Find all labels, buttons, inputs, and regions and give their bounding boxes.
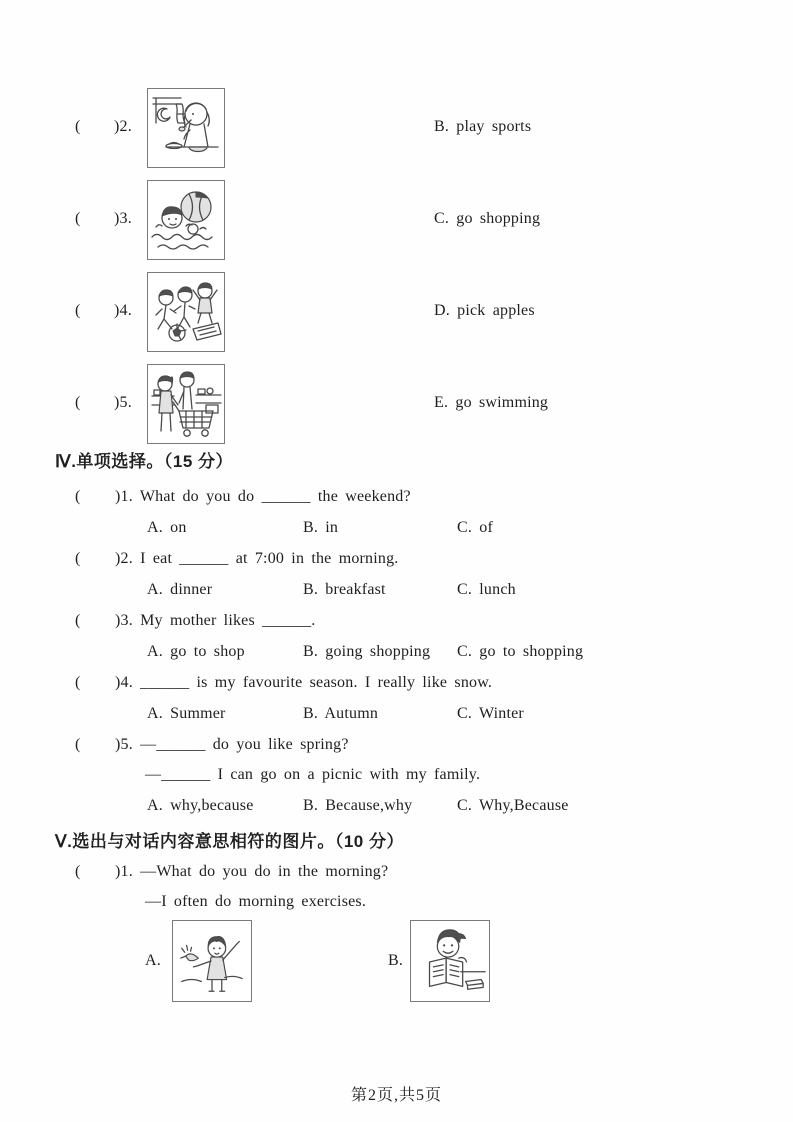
question-image-box	[147, 180, 225, 260]
question-number: )5.	[114, 394, 132, 411]
answer-paren-open: (	[75, 550, 81, 567]
answer-paren-open: (	[75, 488, 81, 505]
picture-option-a-label: A.	[145, 952, 161, 969]
question-stem: )2. I eat ______ at 7:00 in the morning.	[115, 550, 399, 567]
girl-eating-meal-illustration	[148, 89, 224, 167]
child-swimming-illustration	[148, 181, 224, 259]
question-stem-continued: —I often do morning exercises.	[145, 893, 367, 910]
q2-stem-line	[0, 550, 793, 570]
question-stem: )3. My mother likes ______.	[115, 612, 316, 629]
answer-paren-open: (	[75, 118, 81, 135]
question-stem-continued: —______ I can go on a picnic with my family.	[145, 766, 481, 783]
q1-stem-line	[0, 488, 793, 508]
q5-stem-line	[0, 736, 793, 756]
answer-paren-open: (	[75, 736, 81, 753]
q3-options	[0, 643, 793, 663]
option-c: C. lunch	[457, 581, 516, 598]
answer-paren-open: (	[75, 302, 81, 319]
boy-reading-book-illustration	[411, 921, 489, 1001]
question-number: )2.	[114, 118, 132, 135]
people-shopping-supermarket-illustration	[148, 365, 224, 443]
option-a: A. dinner	[147, 581, 213, 598]
section-v-title: Ⅴ.选出与对话内容意思相符的图片。（10 分）	[55, 832, 404, 851]
option-a: A. why,because	[147, 797, 254, 814]
matching-item-2	[0, 88, 793, 168]
q5-options	[0, 797, 793, 817]
q2-options	[0, 581, 793, 601]
children-playing-football-illustration	[148, 273, 224, 351]
section-iv-title: Ⅳ.单项选择。（15 分）	[55, 452, 234, 471]
v-q1-stem-line	[0, 863, 793, 883]
option-c: C. go to shopping	[457, 643, 584, 660]
matching-item-3	[0, 180, 793, 260]
match-option-label: C. go shopping	[434, 210, 541, 227]
question-stem: )1. What do you do ______ the weekend?	[115, 488, 411, 505]
option-b: B. going shopping	[303, 643, 431, 660]
answer-paren-open: (	[75, 863, 81, 880]
option-b: B. Autumn	[303, 705, 379, 722]
answer-paren-open: (	[75, 612, 81, 629]
option-c: C. Winter	[457, 705, 524, 722]
option-b: B. breakfast	[303, 581, 386, 598]
question-image-box	[147, 88, 225, 168]
match-option-label: E. go swimming	[434, 394, 549, 411]
q3-stem-line	[0, 612, 793, 632]
q1-options	[0, 519, 793, 539]
match-option-label: B. play sports	[434, 118, 532, 135]
question-stem: )4. ______ is my favourite season. I really like snow.	[115, 674, 493, 691]
question-image-box	[147, 272, 225, 352]
option-a: A. go to shop	[147, 643, 245, 660]
question-stem: )5. —______ do you like spring?	[115, 736, 349, 753]
q4-stem-line	[0, 674, 793, 694]
question-stem: )1. —What do you do in the morning?	[115, 863, 389, 880]
option-a: A. on	[147, 519, 187, 536]
q5-stem-line2	[0, 766, 793, 786]
answer-paren-open: (	[75, 674, 81, 691]
match-option-label: D. pick apples	[434, 302, 535, 319]
matching-item-4	[0, 272, 793, 352]
question-number: )3.	[114, 210, 132, 227]
answer-paren-open: (	[75, 394, 81, 411]
option-a: A. Summer	[147, 705, 226, 722]
option-c: C. of	[457, 519, 493, 536]
picture-option-b-box	[410, 920, 490, 1002]
question-image-box	[147, 364, 225, 444]
question-number: )4.	[114, 302, 132, 319]
page-footer: 第2页,共5页	[350, 1087, 442, 1104]
picture-option-b-label: B.	[388, 952, 404, 969]
option-c: C. Why,Because	[457, 797, 569, 814]
option-b: B. in	[303, 519, 339, 536]
picture-option-a-box	[172, 920, 252, 1002]
child-doing-morning-exercises-illustration	[173, 921, 251, 1001]
q4-options	[0, 705, 793, 725]
matching-item-5	[0, 364, 793, 444]
v-q1-picture-row	[0, 920, 793, 1004]
option-b: B. Because,why	[303, 797, 413, 814]
answer-paren-open: (	[75, 210, 81, 227]
v-q1-stem-line2	[0, 893, 793, 913]
